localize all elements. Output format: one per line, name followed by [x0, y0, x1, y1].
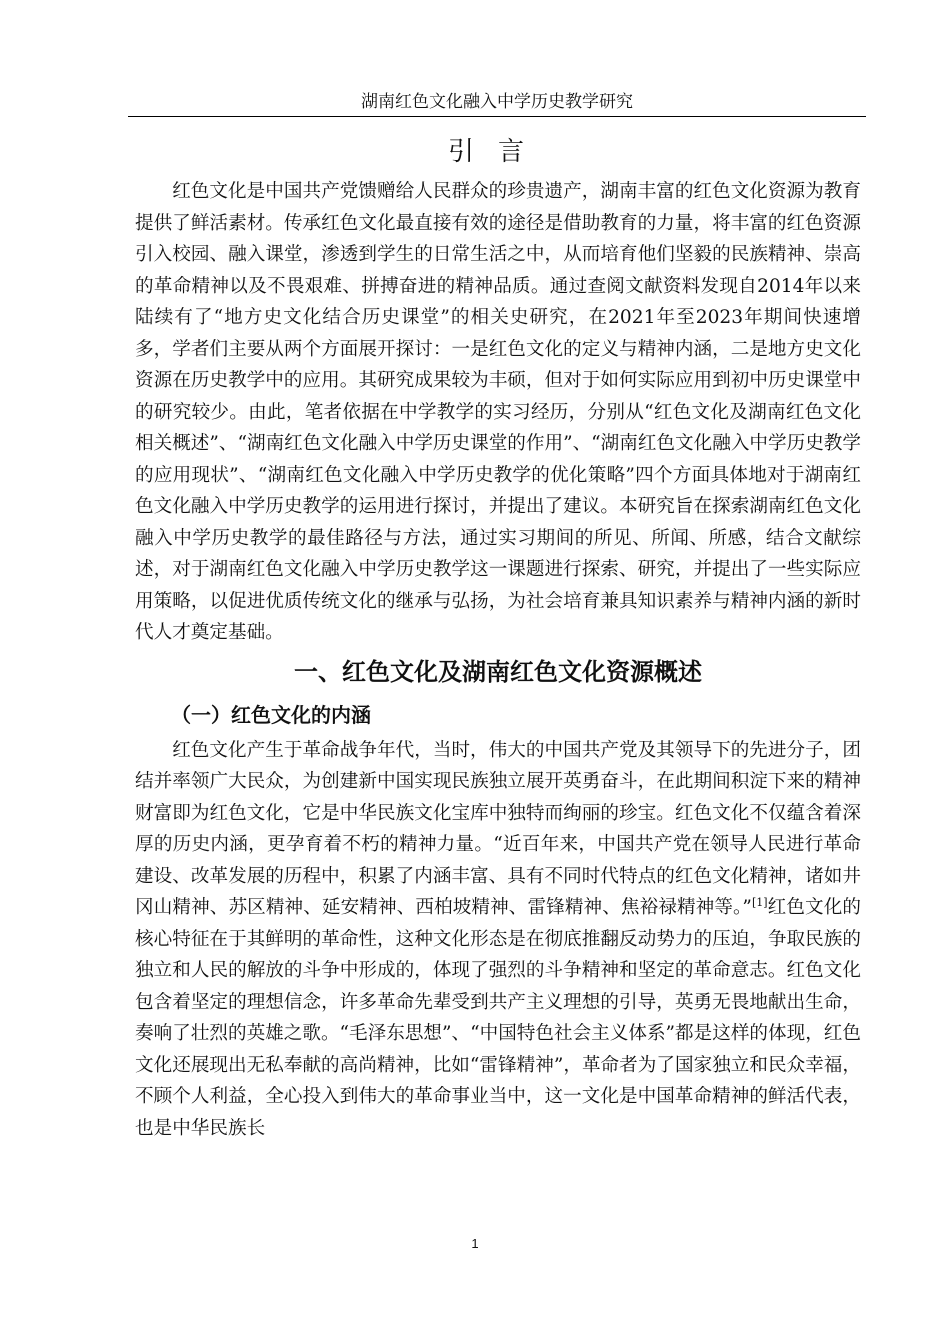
page-number: 1 [471, 1236, 479, 1251]
paragraph-text-part-2: 红色文化的核心特征在于其鲜明的革命性，这种文化形态是在彻底推翻反动势力的压迫，争取民族的独立和人民的解放的斗争中形成的，体现了强烈的斗争精神和坚定的革命意志。红色文化包含着坚定的理想信念，许多革命先辈受到共产主义理想的引导，英勇无畏地献出生命，奏响了壮烈的英雄之歌。“毛泽东思想”、“中国特色社会主义体系”都是这样的体现，红色文化还展现出无私奉献的高尚精神，比如“雷锋精神”，革命者为了国家独立和民众幸福，不顾个人利益，全心投入到伟大的革命事业当中，这一文化是中国革命精神的鲜活代表，也是中华民族长 [135, 897, 861, 1139]
page-content [135, 128, 861, 1144]
body-paragraph [135, 735, 861, 1145]
running-header: 湖南红色文化融入中学历史教学研究 [128, 88, 866, 117]
paragraph-text-part-1: 红色文化产生于革命战争年代，当时，伟大的中国共产党及其领导下的先进分子，团结并率领广大民众，为创建新中国实现民族独立展开英勇奋斗，在此期间积淀下来的精神财富即为红色文化，它是中华民族文化宝库中独特而绚丽的珍宝。红色文化不仅蕴含着深厚的历史内涵，更孕育着不朽的精神力量。“近百年来，中国共产党在领导人民进行革命建设、改革发展的历程中，积累了内涵丰富、具有不同时代特点的红色文化精神，诸如井冈山精神、苏区精神、延安精神、西柏坡精神、雷锋精神、焦裕禄精神等。” [135, 739, 861, 918]
subsection-heading: （一）红色文化的内涵 [171, 702, 371, 727]
section-heading: 一、红色文化及湖南红色文化资源概述 [294, 657, 702, 686]
citation-marker[interactable]: [1] [751, 895, 768, 909]
introduction-paragraph: 红色文化是中国共产党馈赠给人民群众的珍贵遗产，湖南丰富的红色文化资源为教育提供了鲜活素材。传承红色文化最直接有效的途径是借助教育的力量，将丰富的红色资源引入校园、融入课堂，渗透到学生的日常生活之中，从而培育他们坚毅的民族精神、崇高的革命精神以及不畏艰难、拼搏奋进的精神品质。通过查阅文献资料发现自2014年以来陆续有了“地方史文化结合历史课堂”的相关史研究，在2021年至2023年期间快速增多，学者们主要从两个方面展开探讨：一是红色文化的定义与精神内涵，二是地方史文化资源在历史教学中的应用。其研究成果较为丰硕，但对于如何实际应用到初中历史课堂中的研究较少。由此，笔者依据在中学教学的实习经历，分别从“红色文化及湖南红色文化相关概述”、“湖南红色文化融入中学历史课堂的作用”、“湖南红色文化融入中学历史教学的应用现状”、“湖南红色文化融入中学历史教学的优化策略”四个方面具体地对于湖南红色文化融入中学历史教学的运用进行探讨，并提出了建议。本研究旨在探索湖南红色文化融入中学历史教学的最佳路径与方法，通过实习期间的所见、所闻、所感，结合文献综述，对于湖南红色文化融入中学历史教学这一课题进行探索、研究，并提出了一些实际应用策略，以促进优质传统文化的继承与弘扬，为社会培育兼具知识素养与精神内涵的新时代人才奠定基础。 [135, 181, 861, 643]
introduction-title: 引言 [447, 137, 548, 167]
